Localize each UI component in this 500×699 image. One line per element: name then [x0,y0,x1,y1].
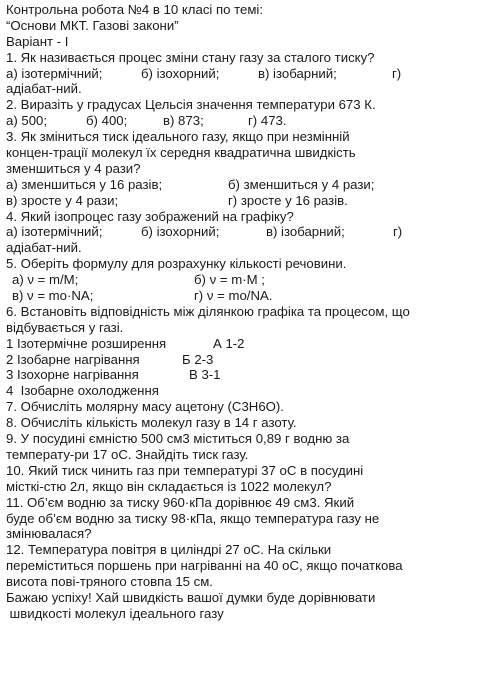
question-5-options-row-2 [6,288,496,304]
question-4-options [6,224,496,240]
question-11-text: 11. Об’єм водню за тиску 960·кПа дорівнює 49 см3. Який [6,494,355,510]
question-11-text: змінювалася? [6,526,92,542]
process-label: 3 Ізохорне нагрівання [6,367,139,383]
option-d: г) зросте у 16 разів. [228,192,348,208]
doc-title-line-2: “Основи МКТ. Газові закони” [6,17,179,33]
match-row-3 [6,367,496,383]
segment-label: А 1-2 [213,335,245,351]
question-5-text: 5. Оберіть формулу для розрахунку кількості речовини. [6,256,347,272]
option-c: в) ν = mo·NA; [12,288,94,304]
option-a: а) зменшиться у 16 разів; [6,176,163,192]
question-8-text: 8. Обчисліть кількість молекул газу в 14 г азоту. [6,415,297,431]
question-3-text: 3. Як зміниться тиск ідеального газу, якщо при незмінній [6,129,350,145]
option-a: а) ν = m/M; [12,272,79,288]
closing-wish-line-1: Бажаю успіху! Хай швидкість вашої думки буде дорівнювати [6,589,376,605]
question-4-text: 4. Який ізопроцес газу зображений на графіку? [6,208,294,224]
option-b: б) ν = m·M ; [194,272,265,288]
variant-label: Варіант - I [6,33,69,49]
process-label: 2 Ізобарне нагрівання [6,351,140,367]
question-3-text: концен-трації молекул їх середня квадратична швидкість [6,145,356,161]
closing-wish-line-2: швидкості молекул ідеального газу [6,605,224,621]
question-12-text: висота пові-тряного стовпа 15 см. [6,574,213,590]
segment-label: В 3-1 [189,367,221,383]
question-4-option-d-tail: адіабат-ний. [6,240,82,256]
option-a: а) ізотермічний; [6,224,103,240]
option-d: г) [393,224,403,240]
question-1-option-d-tail: адіабат-ний. [6,81,82,97]
option-d: г) 473. [248,113,287,129]
question-2-text: 2. Виразіть у градусах Цельсія значення температури 673 К. [6,97,376,113]
question-12-text: переміститься поршень при нагріванні на 40 оС, якщо початкова [6,558,403,574]
option-b: б) 400; [86,113,128,129]
option-c: в) зросте у 4 рази; [6,192,119,208]
doc-title-line-1: Контрольна робота №4 в 10 класі по темі: [6,2,264,17]
question-5-options-row-1 [6,272,496,288]
option-a: а) ізотермічний; [6,65,103,81]
option-b: б) ізохорний; [141,65,220,81]
option-d: г) ν = mo/NA. [194,288,273,304]
question-12-text: 12. Температура повітря в циліндрі 27 оС. На скільки [6,542,332,558]
question-3-options-row-2 [6,193,496,209]
question-10-text: 10. Який тиск чинить газ при температурі 37 оС в посудині [6,462,364,478]
match-row-4: 4 Ізобарне охолодження [6,383,159,399]
question-1-text: 1. Як називається процес зміни стану газу за сталого тиску? [6,49,375,65]
question-11-text: буде об’єм водню за тиску 98·кПа, якщо температура газу не [6,510,380,526]
question-2-options [6,113,496,129]
question-10-text: місткі-стю 2л, якщо він складається із 1022 молекул? [6,478,332,494]
option-c: в) 873; [163,113,204,129]
question-3-options-row-1 [6,177,496,193]
question-7-text: 7. Обчисліть молярну масу ацетону (C3H6O). [6,399,284,415]
question-9-text: 9. У посудині ємністю 500 см3 міститься 0,89 г водню за [6,431,350,447]
option-c: в) ізобарний; [258,65,337,81]
question-6-text: 6. Встановіть відповідність між ділянкою графіка та процесом, що [6,303,410,319]
process-label: 1 Ізотермічне розширення [6,335,167,351]
segment-label: Б 2-3 [182,351,214,367]
option-a: а) 500; [6,113,48,129]
match-row-1 [6,336,496,352]
question-6-text: відбувається у газі. [6,319,124,335]
option-b: б) ізохорний; [141,224,220,240]
option-b: б) зменшиться у 4 рази; [228,176,375,192]
question-3-text: зменшиться у 4 рази? [6,160,141,176]
option-d: г) [392,65,402,81]
option-c: в) ізобарний; [266,224,345,240]
match-row-2 [6,352,496,368]
question-1-options [6,66,496,82]
question-9-text: температу-ри 17 оС. Знайдіть тиск газу. [6,446,249,462]
